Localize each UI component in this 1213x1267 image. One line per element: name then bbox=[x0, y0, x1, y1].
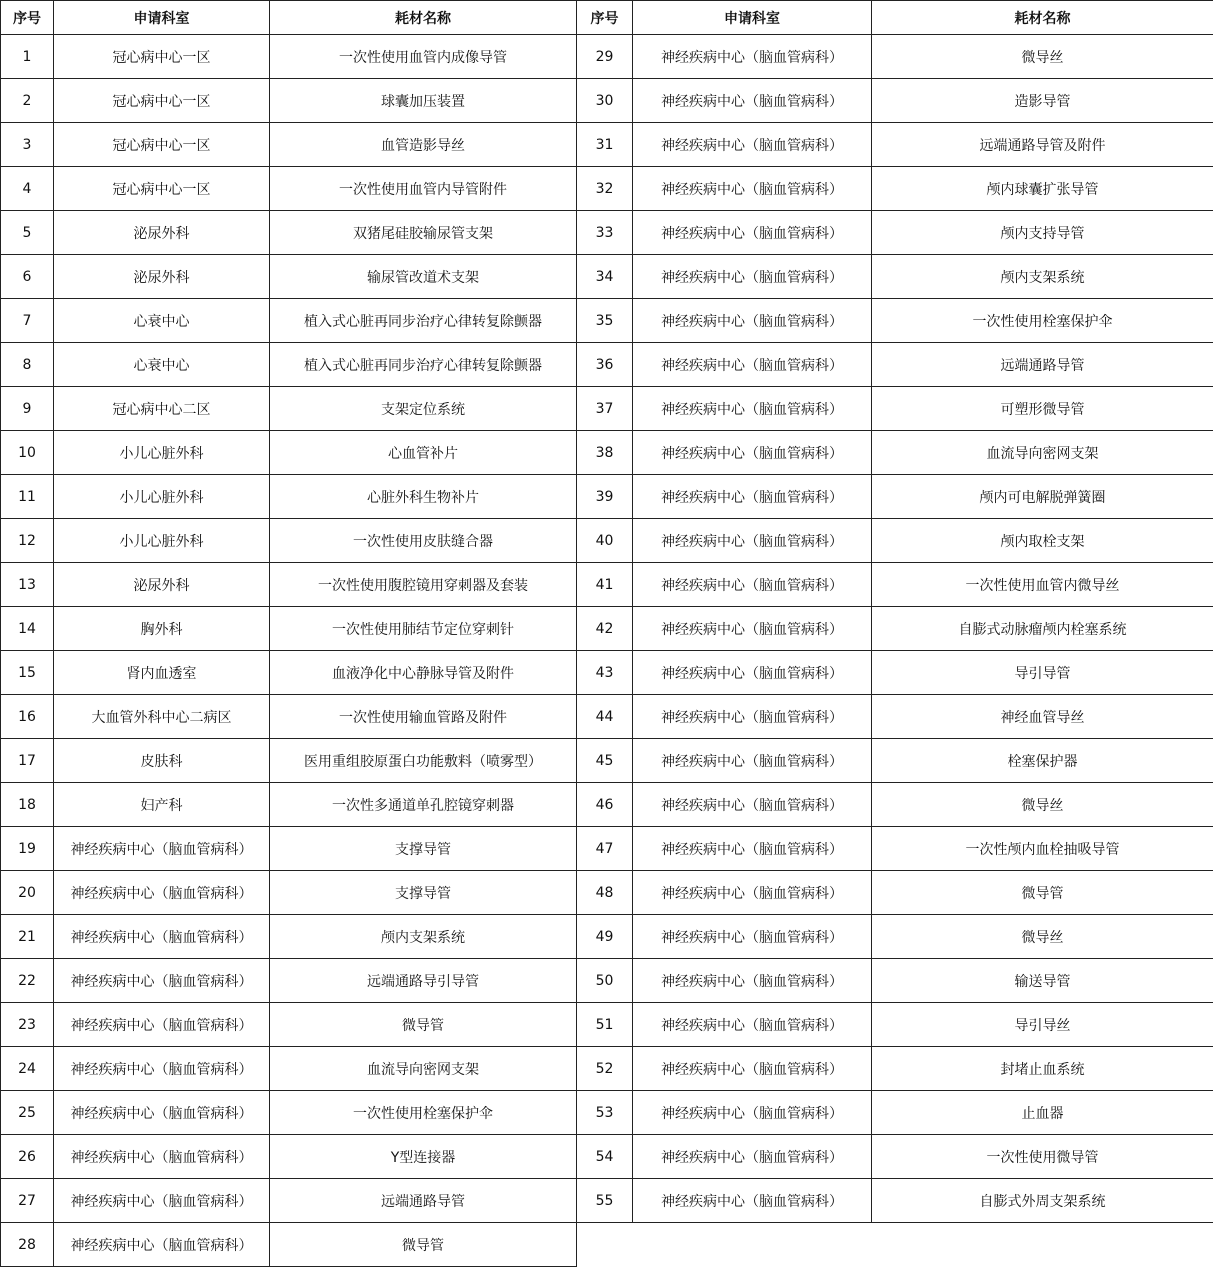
row-department: 冠心病中心一区 bbox=[54, 123, 270, 167]
row-department-right: 神经疾病中心（脑血管病科） bbox=[633, 343, 872, 387]
row-department-right: 神经疾病中心（脑血管病科） bbox=[633, 959, 872, 1003]
row-number: 12 bbox=[1, 519, 54, 563]
row-consumable: 血流导向密网支架 bbox=[270, 1047, 577, 1091]
row-consumable: 医用重组胶原蛋白功能敷料（喷雾型） bbox=[270, 739, 577, 783]
header-item: 耗材名称 bbox=[270, 1, 577, 35]
table-row bbox=[1, 1091, 1213, 1135]
row-number: 19 bbox=[1, 827, 54, 871]
row-department: 肾内血透室 bbox=[54, 651, 270, 695]
row-consumable-right: 微导丝 bbox=[872, 915, 1213, 959]
row-consumable: Y型连接器 bbox=[270, 1135, 577, 1179]
row-number: 24 bbox=[1, 1047, 54, 1091]
row-number-right: 37 bbox=[577, 387, 633, 431]
row-department: 神经疾病中心（脑血管病科） bbox=[54, 915, 270, 959]
row-department: 神经疾病中心（脑血管病科） bbox=[54, 1003, 270, 1047]
row-department-right: 神经疾病中心（脑血管病科） bbox=[633, 211, 872, 255]
row-department: 心衰中心 bbox=[54, 343, 270, 387]
row-number: 10 bbox=[1, 431, 54, 475]
row-number-right: 47 bbox=[577, 827, 633, 871]
row-consumable-right: 神经血管导丝 bbox=[872, 695, 1213, 739]
row-number: 14 bbox=[1, 607, 54, 651]
row-consumable: 支撑导管 bbox=[270, 871, 577, 915]
row-number-right: 54 bbox=[577, 1135, 633, 1179]
row-consumable-right: 颅内球囊扩张导管 bbox=[872, 167, 1213, 211]
row-number-right: 38 bbox=[577, 431, 633, 475]
row-department-right: 神经疾病中心（脑血管病科） bbox=[633, 695, 872, 739]
row-consumable-right: 一次性使用血管内微导丝 bbox=[872, 563, 1213, 607]
row-department-right: 神经疾病中心（脑血管病科） bbox=[633, 1179, 872, 1223]
row-consumable: 血液净化中心静脉导管及附件 bbox=[270, 651, 577, 695]
row-department: 皮肤科 bbox=[54, 739, 270, 783]
row-department: 冠心病中心二区 bbox=[54, 387, 270, 431]
row-department-right: 神经疾病中心（脑血管病科） bbox=[633, 519, 872, 563]
row-department-right: 神经疾病中心（脑血管病科） bbox=[633, 871, 872, 915]
row-department: 妇产科 bbox=[54, 783, 270, 827]
row-consumable-right: 栓塞保护器 bbox=[872, 739, 1213, 783]
row-department: 神经疾病中心（脑血管病科） bbox=[54, 1179, 270, 1223]
row-consumable: 远端通路导管 bbox=[270, 1179, 577, 1223]
row-number-right: 31 bbox=[577, 123, 633, 167]
row-department: 小儿心脏外科 bbox=[54, 431, 270, 475]
row-consumable: 微导管 bbox=[270, 1003, 577, 1047]
row-consumable-right: 远端通路导管 bbox=[872, 343, 1213, 387]
header-dept-right: 申请科室 bbox=[633, 1, 872, 35]
row-department-right: 神经疾病中心（脑血管病科） bbox=[633, 431, 872, 475]
row-consumable: 植入式心脏再同步治疗心律转复除颤器 bbox=[270, 299, 577, 343]
row-number-right: 29 bbox=[577, 35, 633, 79]
row-number-right: 39 bbox=[577, 475, 633, 519]
row-department: 神经疾病中心（脑血管病科） bbox=[54, 1047, 270, 1091]
row-consumable-right: 颅内可电解脱弹簧圈 bbox=[872, 475, 1213, 519]
row-number-right: 55 bbox=[577, 1179, 633, 1223]
row-number-right: 35 bbox=[577, 299, 633, 343]
row-department-right: 神经疾病中心（脑血管病科） bbox=[633, 167, 872, 211]
row-department: 泌尿外科 bbox=[54, 211, 270, 255]
row-number-right: 44 bbox=[577, 695, 633, 739]
table-row bbox=[1, 651, 1213, 695]
row-consumable: 输尿管改道术支架 bbox=[270, 255, 577, 299]
row-number: 6 bbox=[1, 255, 54, 299]
table-row bbox=[1, 959, 1213, 1003]
row-consumable: 心血管补片 bbox=[270, 431, 577, 475]
row-department-right: 神经疾病中心（脑血管病科） bbox=[633, 79, 872, 123]
row-department-right: 神经疾病中心（脑血管病科） bbox=[633, 1047, 872, 1091]
row-number-right: 33 bbox=[577, 211, 633, 255]
row-department-right: 神经疾病中心（脑血管病科） bbox=[633, 387, 872, 431]
table-row bbox=[1, 871, 1213, 915]
table-row bbox=[1, 387, 1213, 431]
row-number-right: 53 bbox=[577, 1091, 633, 1135]
row-department-right: 神经疾病中心（脑血管病科） bbox=[633, 1091, 872, 1135]
table-row bbox=[1, 563, 1213, 607]
header-dept: 申请科室 bbox=[54, 1, 270, 35]
row-consumable-right: 微导丝 bbox=[872, 35, 1213, 79]
row-number: 8 bbox=[1, 343, 54, 387]
row-number: 20 bbox=[1, 871, 54, 915]
table-row bbox=[1, 167, 1213, 211]
row-department: 冠心病中心一区 bbox=[54, 167, 270, 211]
row-department-right: 神经疾病中心（脑血管病科） bbox=[633, 475, 872, 519]
row-consumable-right: 微导管 bbox=[872, 871, 1213, 915]
table-row bbox=[1, 1179, 1213, 1223]
row-number-right: 49 bbox=[577, 915, 633, 959]
table-row bbox=[1, 783, 1213, 827]
row-department: 冠心病中心一区 bbox=[54, 79, 270, 123]
row-department-right: 神经疾病中心（脑血管病科） bbox=[633, 739, 872, 783]
row-number: 26 bbox=[1, 1135, 54, 1179]
header-row bbox=[1, 1, 1213, 35]
row-number-right: 42 bbox=[577, 607, 633, 651]
row-consumable: 双猪尾硅胶输尿管支架 bbox=[270, 211, 577, 255]
row-department: 神经疾病中心（脑血管病科） bbox=[54, 1091, 270, 1135]
table-row bbox=[1, 739, 1213, 783]
row-department-right: 神经疾病中心（脑血管病科） bbox=[633, 783, 872, 827]
row-number-right: 43 bbox=[577, 651, 633, 695]
row-consumable-right: 颅内支架系统 bbox=[872, 255, 1213, 299]
row-department-right: 神经疾病中心（脑血管病科） bbox=[633, 299, 872, 343]
row-department: 心衰中心 bbox=[54, 299, 270, 343]
row-consumable-right: 微导丝 bbox=[872, 783, 1213, 827]
row-consumable: 心脏外科生物补片 bbox=[270, 475, 577, 519]
row-department-right: 神经疾病中心（脑血管病科） bbox=[633, 255, 872, 299]
row-department: 小儿心脏外科 bbox=[54, 519, 270, 563]
row-number-right: 30 bbox=[577, 79, 633, 123]
row-consumable: 支撑导管 bbox=[270, 827, 577, 871]
row-number: 1 bbox=[1, 35, 54, 79]
row-consumable-right: 输送导管 bbox=[872, 959, 1213, 1003]
row-number-right: 36 bbox=[577, 343, 633, 387]
row-consumable: 颅内支架系统 bbox=[270, 915, 577, 959]
row-consumable: 一次性使用皮肤缝合器 bbox=[270, 519, 577, 563]
row-department-right: 神经疾病中心（脑血管病科） bbox=[633, 607, 872, 651]
empty-cell bbox=[577, 1223, 1213, 1267]
table-row bbox=[1, 299, 1213, 343]
row-number-right: 40 bbox=[577, 519, 633, 563]
table-row bbox=[1, 123, 1213, 167]
row-number: 7 bbox=[1, 299, 54, 343]
row-department: 泌尿外科 bbox=[54, 255, 270, 299]
row-number: 4 bbox=[1, 167, 54, 211]
row-consumable: 远端通路导引导管 bbox=[270, 959, 577, 1003]
row-number: 21 bbox=[1, 915, 54, 959]
row-consumable-right: 一次性使用微导管 bbox=[872, 1135, 1213, 1179]
row-consumable-right: 可塑形微导管 bbox=[872, 387, 1213, 431]
row-number: 9 bbox=[1, 387, 54, 431]
row-number-right: 50 bbox=[577, 959, 633, 1003]
row-consumable-right: 导引导丝 bbox=[872, 1003, 1213, 1047]
row-department: 胸外科 bbox=[54, 607, 270, 651]
row-department-right: 神经疾病中心（脑血管病科） bbox=[633, 827, 872, 871]
row-number: 25 bbox=[1, 1091, 54, 1135]
row-number-right: 46 bbox=[577, 783, 633, 827]
header-no-right: 序号 bbox=[577, 1, 633, 35]
table-row bbox=[1, 519, 1213, 563]
table-row bbox=[1, 1135, 1213, 1179]
row-department: 大血管外科中心二病区 bbox=[54, 695, 270, 739]
row-consumable: 一次性使用腹腔镜用穿刺器及套装 bbox=[270, 563, 577, 607]
row-department-right: 神经疾病中心（脑血管病科） bbox=[633, 123, 872, 167]
table-row bbox=[1, 343, 1213, 387]
row-number: 3 bbox=[1, 123, 54, 167]
row-consumable-right: 导引导管 bbox=[872, 651, 1213, 695]
row-department: 神经疾病中心（脑血管病科） bbox=[54, 827, 270, 871]
row-consumable: 植入式心脏再同步治疗心律转复除颤器 bbox=[270, 343, 577, 387]
row-number: 5 bbox=[1, 211, 54, 255]
row-number: 15 bbox=[1, 651, 54, 695]
row-number-right: 34 bbox=[577, 255, 633, 299]
row-department: 小儿心脏外科 bbox=[54, 475, 270, 519]
row-consumable: 一次性使用栓塞保护伞 bbox=[270, 1091, 577, 1135]
table-row bbox=[1, 695, 1213, 739]
row-department-right: 神经疾病中心（脑血管病科） bbox=[633, 1003, 872, 1047]
row-consumable: 一次性多通道单孔腔镜穿刺器 bbox=[270, 783, 577, 827]
row-number: 22 bbox=[1, 959, 54, 1003]
table-row bbox=[1, 211, 1213, 255]
row-consumable-right: 一次性使用栓塞保护伞 bbox=[872, 299, 1213, 343]
table-row bbox=[1, 431, 1213, 475]
table-row bbox=[1, 35, 1213, 79]
row-number: 11 bbox=[1, 475, 54, 519]
row-number: 13 bbox=[1, 563, 54, 607]
row-consumable: 一次性使用肺结节定位穿刺针 bbox=[270, 607, 577, 651]
row-department: 神经疾病中心（脑血管病科） bbox=[54, 1223, 270, 1267]
table-row bbox=[1, 915, 1213, 959]
row-department: 神经疾病中心（脑血管病科） bbox=[54, 871, 270, 915]
row-number: 18 bbox=[1, 783, 54, 827]
table-row bbox=[1, 79, 1213, 123]
row-number-right: 41 bbox=[577, 563, 633, 607]
table-row bbox=[1, 1047, 1213, 1091]
row-consumable-right: 自膨式动脉瘤颅内栓塞系统 bbox=[872, 607, 1213, 651]
row-consumable-right: 止血器 bbox=[872, 1091, 1213, 1135]
row-number-right: 51 bbox=[577, 1003, 633, 1047]
row-number: 17 bbox=[1, 739, 54, 783]
row-consumable-right: 颅内支持导管 bbox=[872, 211, 1213, 255]
table-row bbox=[1, 475, 1213, 519]
row-number-right: 32 bbox=[577, 167, 633, 211]
header-no: 序号 bbox=[1, 1, 54, 35]
row-number-right: 48 bbox=[577, 871, 633, 915]
row-number: 16 bbox=[1, 695, 54, 739]
row-number-right: 52 bbox=[577, 1047, 633, 1091]
row-department: 泌尿外科 bbox=[54, 563, 270, 607]
table-row bbox=[1, 1223, 1213, 1267]
row-department-right: 神经疾病中心（脑血管病科） bbox=[633, 35, 872, 79]
header-item-right: 耗材名称 bbox=[872, 1, 1213, 35]
row-consumable: 一次性使用血管内成像导管 bbox=[270, 35, 577, 79]
row-consumable: 支架定位系统 bbox=[270, 387, 577, 431]
row-department: 冠心病中心一区 bbox=[54, 35, 270, 79]
row-consumable-right: 封堵止血系统 bbox=[872, 1047, 1213, 1091]
row-department: 神经疾病中心（脑血管病科） bbox=[54, 959, 270, 1003]
row-consumable-right: 颅内取栓支架 bbox=[872, 519, 1213, 563]
row-number-right: 45 bbox=[577, 739, 633, 783]
table-row bbox=[1, 255, 1213, 299]
row-consumable: 一次性使用血管内导管附件 bbox=[270, 167, 577, 211]
row-number: 27 bbox=[1, 1179, 54, 1223]
row-department-right: 神经疾病中心（脑血管病科） bbox=[633, 915, 872, 959]
row-consumable: 球囊加压装置 bbox=[270, 79, 577, 123]
row-number: 2 bbox=[1, 79, 54, 123]
table-row bbox=[1, 1003, 1213, 1047]
row-department-right: 神经疾病中心（脑血管病科） bbox=[633, 651, 872, 695]
row-number: 28 bbox=[1, 1223, 54, 1267]
row-consumable: 血管造影导丝 bbox=[270, 123, 577, 167]
row-consumable-right: 造影导管 bbox=[872, 79, 1213, 123]
row-consumable-right: 血流导向密网支架 bbox=[872, 431, 1213, 475]
row-consumable-right: 一次性颅内血栓抽吸导管 bbox=[872, 827, 1213, 871]
row-department: 神经疾病中心（脑血管病科） bbox=[54, 1135, 270, 1179]
row-consumable: 微导管 bbox=[270, 1223, 577, 1267]
row-department-right: 神经疾病中心（脑血管病科） bbox=[633, 563, 872, 607]
table-row bbox=[1, 607, 1213, 651]
row-consumable-right: 自膨式外周支架系统 bbox=[872, 1179, 1213, 1223]
row-number: 23 bbox=[1, 1003, 54, 1047]
table-row bbox=[1, 827, 1213, 871]
row-consumable: 一次性使用输血管路及附件 bbox=[270, 695, 577, 739]
row-consumable-right: 远端通路导管及附件 bbox=[872, 123, 1213, 167]
row-department-right: 神经疾病中心（脑血管病科） bbox=[633, 1135, 872, 1179]
